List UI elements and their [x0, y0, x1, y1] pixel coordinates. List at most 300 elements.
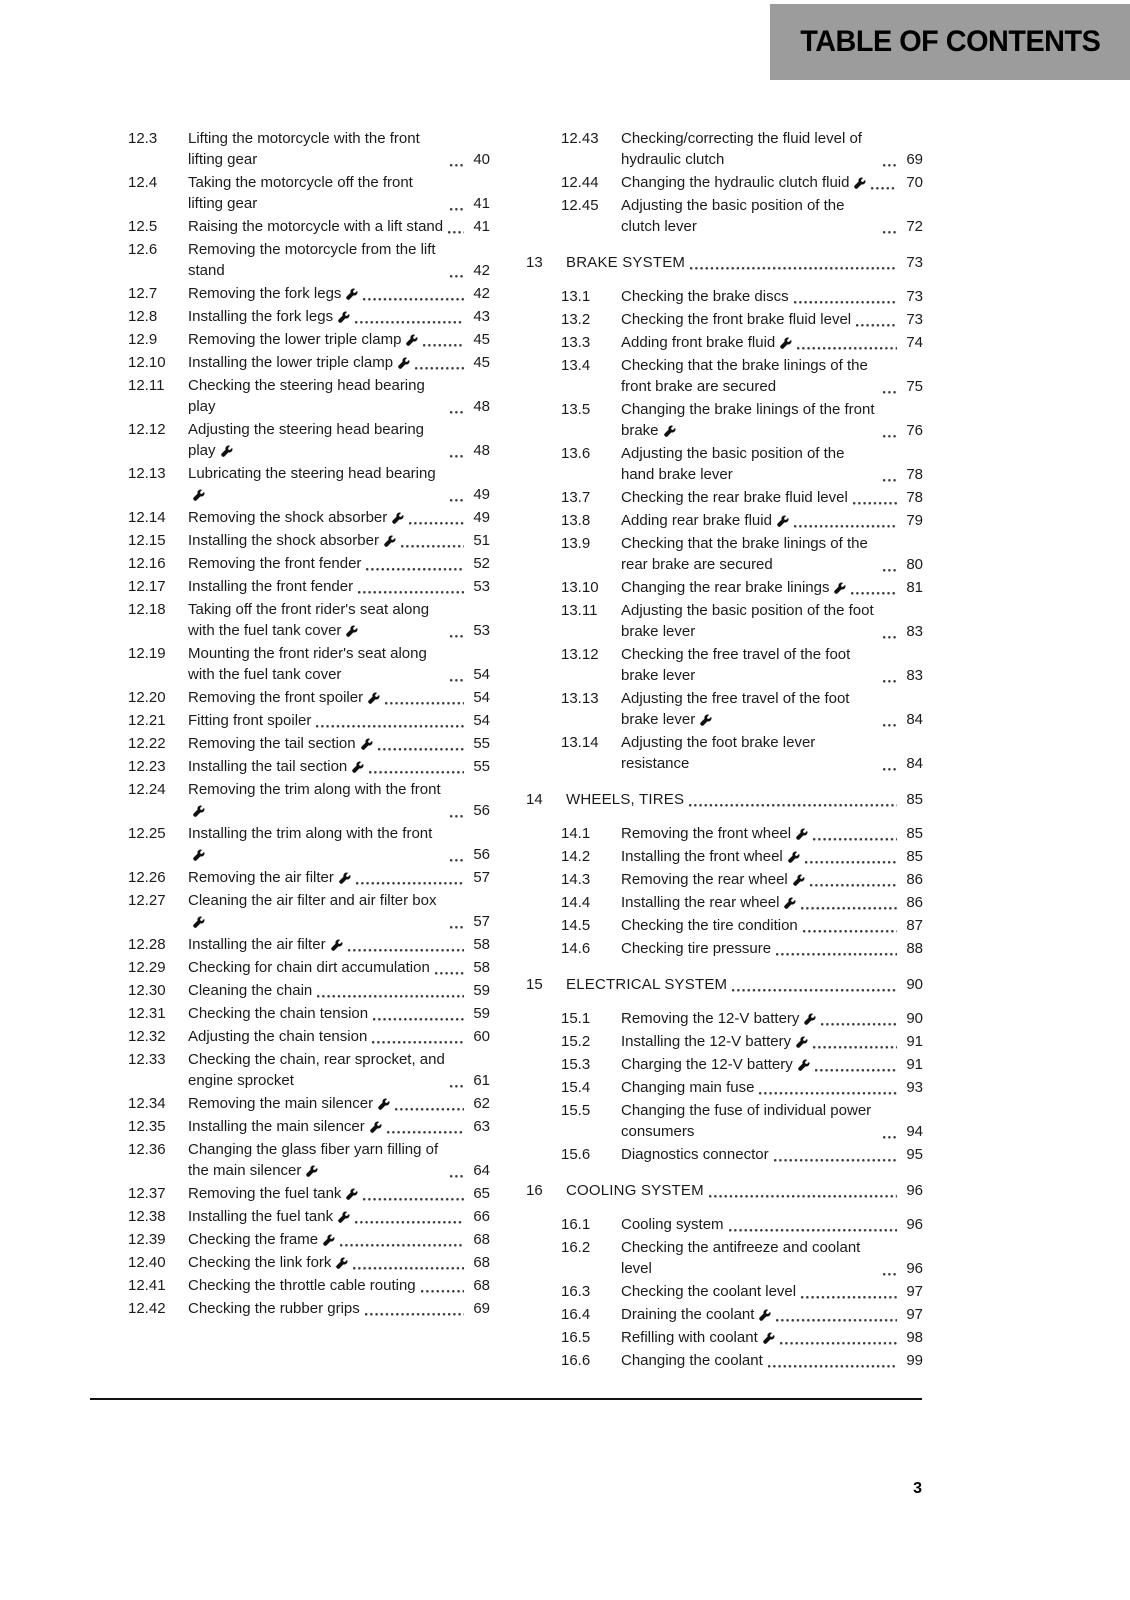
dot-leader	[883, 231, 897, 234]
entry-page: 64	[473, 1162, 490, 1179]
entry-number: 13.13	[561, 690, 599, 707]
toc-entry-row	[526, 1100, 923, 1142]
dot-leader	[421, 1290, 464, 1293]
entry-page: 40	[473, 151, 490, 168]
entry-page: 88	[906, 940, 923, 957]
entry-number: 13.7	[561, 489, 591, 506]
dot-leader	[883, 724, 897, 727]
entry-number: 12.36	[128, 1141, 166, 1158]
entry-title-text: Checking the antifreeze and coolant level	[621, 1239, 861, 1277]
entry-title	[188, 1116, 382, 1137]
entry-number: 15.4	[561, 1079, 591, 1096]
wrench-icon	[346, 1188, 358, 1200]
entry-title-text: Removing the trim along with the front	[188, 781, 441, 798]
entry-title	[621, 1214, 724, 1235]
toc-entry-row	[526, 510, 923, 531]
entry-title	[621, 1327, 775, 1348]
dot-leader	[871, 187, 897, 190]
entry-number: 12.10	[128, 354, 166, 371]
entry-number: 13.11	[561, 602, 598, 619]
entry-number: 12.40	[128, 1254, 166, 1271]
entry-number: 12.45	[561, 197, 599, 214]
dot-leader	[768, 1365, 897, 1368]
entry-number: 14.5	[561, 917, 591, 934]
entry-number: 15.1	[561, 1010, 591, 1027]
entry-title-text: Checking the front brake fluid level	[621, 311, 852, 328]
entry-page: 80	[906, 556, 923, 573]
entry-title-text: WHEELS, TIRES	[566, 791, 685, 808]
entry-number: 12.21	[128, 712, 166, 729]
dot-leader	[365, 1313, 464, 1316]
entry-page: 83	[906, 623, 923, 640]
entry-title-text: Taking off the front rider's seat along with the fuel tank cover	[188, 601, 430, 639]
wrench-icon	[323, 1234, 335, 1246]
entry-title-text: Fitting front spoiler	[188, 712, 312, 729]
toc-entry-row	[526, 309, 923, 330]
entry-page: 41	[473, 218, 490, 235]
dot-leader	[689, 804, 897, 807]
wrench-icon	[361, 738, 373, 750]
entry-title-text: Checking the steering head bearing play	[188, 377, 425, 415]
entry-page: 90	[906, 976, 923, 993]
entry-title-text: Lubricating the steering head bearing	[188, 465, 436, 482]
dot-leader	[780, 1342, 897, 1345]
entry-title	[188, 216, 443, 237]
entry-page: 58	[473, 959, 490, 976]
entry-page: 69	[906, 151, 923, 168]
entry-number: 12.19	[128, 645, 166, 662]
dot-leader	[387, 1131, 464, 1134]
dot-leader	[801, 907, 897, 910]
dot-leader	[373, 1018, 464, 1021]
entry-title	[188, 1139, 445, 1181]
entry-page: 61	[473, 1072, 490, 1089]
toc-entry-row	[93, 553, 490, 574]
entry-title	[621, 1054, 810, 1075]
entry-number: 12.35	[128, 1118, 166, 1135]
entry-page: 58	[473, 936, 490, 953]
entry-title	[621, 487, 848, 508]
entry-title	[188, 463, 445, 505]
entry-title-text: Checking the rear brake fluid level	[621, 489, 848, 506]
entry-page: 99	[906, 1352, 923, 1369]
entry-title	[188, 576, 353, 597]
entry-page: 96	[906, 1216, 923, 1233]
toc-entry-row	[93, 957, 490, 978]
entry-number: 12.3	[128, 130, 158, 147]
toc-entry-row	[526, 195, 923, 237]
entry-title	[621, 869, 805, 890]
entry-number: 12.9	[128, 331, 158, 348]
wrench-icon	[368, 692, 380, 704]
entry-number: 15.6	[561, 1146, 591, 1163]
toc-section-row	[526, 252, 923, 273]
dot-leader	[813, 1046, 897, 1049]
entry-number: 13.8	[561, 512, 591, 529]
toc-section-row	[526, 789, 923, 810]
entry-number: 13.14	[561, 734, 599, 751]
toc-entry-row	[93, 239, 490, 281]
entry-page: 59	[473, 1005, 490, 1022]
dot-leader	[883, 1273, 897, 1276]
dot-leader	[340, 1244, 464, 1247]
entry-title-text: Checking the tire condition	[621, 917, 798, 934]
entry-title	[188, 1049, 445, 1091]
entry-title	[621, 938, 771, 959]
toc-entry-row	[526, 600, 923, 642]
entry-title	[621, 644, 878, 686]
entry-title-text: Changing main fuse	[621, 1079, 755, 1096]
toc-entry-row	[93, 329, 490, 350]
entry-title-text: Lifting the motorcycle with the front lifting gear	[188, 130, 420, 168]
entry-title	[621, 1008, 816, 1029]
toc-entry-row	[526, 1304, 923, 1325]
wrench-icon	[804, 1013, 816, 1025]
toc-entry-row	[93, 1275, 490, 1296]
entry-page: 70	[906, 174, 923, 191]
toc-entry-row	[526, 892, 923, 913]
entry-number: 12.44	[561, 174, 599, 191]
entry-title	[621, 1281, 796, 1302]
toc-entry-row	[93, 576, 490, 597]
entry-page: 55	[473, 735, 490, 752]
toc-entry-row	[93, 530, 490, 551]
entry-title	[621, 195, 878, 237]
entry-title	[566, 789, 684, 810]
entry-title	[188, 980, 312, 1001]
entry-page: 49	[473, 509, 490, 526]
entry-number: 12.33	[128, 1051, 166, 1068]
dot-leader	[401, 545, 464, 548]
entry-page: 68	[473, 1231, 490, 1248]
entry-title-text: Adjusting the steering head bearing play	[188, 421, 425, 459]
entry-title-text: Removing the front wheel	[621, 825, 792, 842]
entry-page: 43	[473, 308, 490, 325]
toc-entry-row	[93, 1093, 490, 1114]
entry-number: 12.20	[128, 689, 166, 706]
entry-number: 12.14	[128, 509, 166, 526]
entry-title-text: Refilling with coolant	[621, 1329, 758, 1346]
toc-entry-row	[526, 332, 923, 353]
entry-title	[188, 710, 311, 731]
wrench-icon	[339, 872, 351, 884]
entry-title-text: Changing the glass fiber yarn filling of the main silencer	[188, 1141, 439, 1179]
toc-entry-row	[93, 1252, 490, 1273]
entry-number: 13.10	[561, 579, 599, 596]
entry-title	[621, 399, 878, 441]
dot-leader	[450, 859, 464, 862]
dot-leader	[801, 1296, 897, 1299]
entry-page: 66	[473, 1208, 490, 1225]
entry-number: 12.15	[128, 532, 166, 549]
entry-page: 51	[473, 532, 490, 549]
wrench-icon	[796, 828, 808, 840]
entry-title-text: Installing the main silencer	[188, 1118, 365, 1135]
entry-page: 65	[473, 1185, 490, 1202]
entry-title	[621, 732, 878, 774]
toc-entry-row	[93, 352, 490, 373]
toc-entry-row	[93, 710, 490, 731]
toc-entry-row	[526, 533, 923, 575]
dot-leader	[356, 882, 464, 885]
entry-title-text: Adjusting the free travel of the foot brake lever	[621, 690, 850, 728]
entry-number: 12.13	[128, 465, 166, 482]
entry-title-text: Adding front brake fluid	[621, 334, 776, 351]
entry-title-text: Checking the chain, rear sprocket, and engine sprocket	[188, 1051, 445, 1089]
entry-title	[566, 974, 727, 995]
page-number: 3	[913, 1480, 922, 1497]
entry-number: 12.41	[128, 1277, 166, 1294]
toc-entry-row	[93, 463, 490, 505]
entry-page: 60	[473, 1028, 490, 1045]
entry-title-text: Adjusting the basic position of the hand brake lever	[621, 445, 845, 483]
toc-entry-row	[526, 1327, 923, 1348]
wrench-icon	[221, 445, 233, 457]
entry-title	[188, 128, 445, 170]
toc-entry-row	[526, 644, 923, 686]
entry-title	[621, 172, 866, 193]
dot-leader	[856, 324, 897, 327]
entry-number: 16.6	[561, 1352, 591, 1369]
entry-page: 95	[906, 1146, 923, 1163]
toc-entry-row	[93, 1139, 490, 1181]
wrench-icon	[346, 288, 358, 300]
entry-title	[188, 172, 445, 214]
entry-number: 14	[526, 791, 543, 808]
toc-entry-row	[93, 934, 490, 955]
entry-page: 91	[906, 1056, 923, 1073]
entry-number: 13.1	[561, 288, 591, 305]
entry-title	[188, 599, 445, 641]
dot-leader	[363, 298, 464, 301]
toc-entry-row	[526, 915, 923, 936]
toc-entry-row	[93, 756, 490, 777]
entry-page: 87	[906, 917, 923, 934]
dot-leader	[355, 1221, 464, 1224]
dot-leader	[363, 1198, 464, 1201]
entry-page: 85	[906, 791, 923, 808]
entry-number: 16.3	[561, 1283, 591, 1300]
toc-entry-row	[526, 172, 923, 193]
entry-page: 98	[906, 1329, 923, 1346]
entry-title	[188, 329, 418, 350]
entry-page: 48	[473, 398, 490, 415]
entry-title	[188, 1229, 335, 1250]
entry-number: 12.31	[128, 1005, 166, 1022]
entry-page: 49	[473, 486, 490, 503]
toc-entry-row	[93, 1298, 490, 1319]
entry-title-text: Installing the shock absorber	[188, 532, 379, 549]
wrench-icon	[398, 357, 410, 369]
entry-title	[621, 1350, 763, 1371]
entry-number: 12.22	[128, 735, 166, 752]
entry-title-text: Changing the hydraulic clutch fluid	[621, 174, 850, 191]
entry-number: 16	[526, 1182, 543, 1199]
toc-entry-row	[93, 283, 490, 304]
entry-title	[188, 643, 445, 685]
toc-entry-row	[526, 1214, 923, 1235]
entry-number: 12.24	[128, 781, 166, 798]
dot-leader	[729, 1229, 897, 1232]
entry-page: 54	[473, 689, 490, 706]
wrench-icon	[338, 1211, 350, 1223]
entry-number: 12.32	[128, 1028, 166, 1045]
entry-page: 84	[906, 755, 923, 772]
entry-title	[621, 1031, 808, 1052]
wrench-icon	[793, 874, 805, 886]
dot-leader	[450, 499, 464, 502]
entry-title	[621, 443, 878, 485]
toc-entry-row	[526, 355, 923, 397]
dot-leader	[759, 1092, 897, 1095]
entry-page: 68	[473, 1277, 490, 1294]
wrench-icon	[796, 1036, 808, 1048]
entry-number: 12.26	[128, 869, 166, 886]
toc-entry-row	[93, 306, 490, 327]
dot-leader	[372, 1041, 464, 1044]
wrench-icon	[700, 714, 712, 726]
entry-title-text: Checking the link fork	[188, 1254, 332, 1271]
toc-entry-row	[526, 1054, 923, 1075]
entry-title	[188, 779, 445, 821]
entry-title-text: Changing the fuse of individual power consumers	[621, 1102, 872, 1140]
entry-number: 15.2	[561, 1033, 591, 1050]
toc-entry-row	[93, 419, 490, 461]
entry-page: 55	[473, 758, 490, 775]
toc-section-row	[526, 1180, 923, 1201]
entry-title-text: ELECTRICAL SYSTEM	[566, 976, 728, 993]
entry-title-text: Draining the coolant	[621, 1306, 755, 1323]
toc-entry-row	[526, 1144, 923, 1165]
entry-title-text: Changing the brake linings of the front brake	[621, 401, 875, 439]
wrench-icon	[193, 805, 205, 817]
entry-title	[188, 1026, 367, 1047]
toc-entry-row	[93, 980, 490, 1001]
entry-title	[188, 1252, 348, 1273]
entry-page: 96	[906, 1260, 923, 1277]
entry-number: 13	[526, 254, 543, 271]
entry-title	[621, 577, 846, 598]
dot-leader	[851, 592, 897, 595]
dot-leader	[450, 1085, 464, 1088]
entry-title	[621, 823, 808, 844]
entry-number: 12.7	[128, 285, 158, 302]
entry-page: 96	[906, 1182, 923, 1199]
footer-rule	[90, 1398, 922, 1400]
dot-leader	[385, 702, 464, 705]
entry-number: 14.3	[561, 871, 591, 888]
toc-entry-row	[93, 375, 490, 417]
entry-page: 75	[906, 378, 923, 395]
entry-title-text: Installing the fork legs	[188, 308, 334, 325]
entry-number: 12.23	[128, 758, 166, 775]
entry-title	[621, 688, 878, 730]
dot-leader	[358, 591, 464, 594]
toc-entry-row	[93, 1026, 490, 1047]
entry-title	[621, 915, 798, 936]
entry-title-text: Removing the front fender	[188, 555, 362, 572]
entry-number: 15.5	[561, 1102, 591, 1119]
dot-leader	[776, 953, 897, 956]
dot-leader	[805, 861, 897, 864]
dot-leader	[348, 949, 464, 952]
entry-title-text: Installing the front wheel	[621, 848, 783, 865]
entry-number: 12.28	[128, 936, 166, 953]
wrench-icon	[406, 334, 418, 346]
entry-page: 73	[906, 311, 923, 328]
wrench-icon	[777, 515, 789, 527]
entry-title	[188, 867, 351, 888]
entry-title-text: Checking for chain dirt accumulation	[188, 959, 430, 976]
entry-title-text: Installing the air filter	[188, 936, 326, 953]
entry-page: 42	[473, 262, 490, 279]
toc-entry-row	[93, 643, 490, 685]
entry-page: 72	[906, 218, 923, 235]
dot-leader	[883, 636, 897, 639]
entry-page: 56	[473, 802, 490, 819]
entry-page: 45	[473, 354, 490, 371]
entry-title-text: Installing the front fender	[188, 578, 354, 595]
entry-page: 62	[473, 1095, 490, 1112]
entry-number: 15.3	[561, 1056, 591, 1073]
entry-number: 12.34	[128, 1095, 166, 1112]
wrench-icon	[780, 337, 792, 349]
entry-number: 13.9	[561, 535, 591, 552]
entry-page: 85	[906, 848, 923, 865]
entry-title	[621, 1077, 754, 1098]
entry-title	[188, 283, 358, 304]
entry-title-text: Changing the rear brake linings	[621, 579, 830, 596]
entry-page: 69	[473, 1300, 490, 1317]
wrench-icon	[788, 851, 800, 863]
entry-title-text: Raising the motorcycle with a lift stand	[188, 218, 444, 235]
wrench-icon	[834, 582, 846, 594]
entry-title	[566, 1180, 704, 1201]
toc-entry-row	[526, 1008, 923, 1029]
entry-number: 12.37	[128, 1185, 166, 1202]
toc-entry-row	[526, 443, 923, 485]
toc-entry-row	[93, 687, 490, 708]
entry-title-text: Taking the motorcycle off the front lifting gear	[188, 174, 413, 212]
entry-title-text: Removing the main silencer	[188, 1095, 374, 1112]
entry-number: 12.39	[128, 1231, 166, 1248]
wrench-icon	[664, 425, 676, 437]
entry-title-text: Removing the rear wheel	[621, 871, 788, 888]
dot-leader	[794, 301, 897, 304]
entry-title	[188, 239, 445, 281]
entry-title-text: Removing the shock absorber	[188, 509, 388, 526]
wrench-icon	[193, 489, 205, 501]
entry-title-text: Checking/correcting the fluid level of hydraulic clutch	[621, 130, 862, 168]
entry-number: 12.43	[561, 130, 599, 147]
entry-title	[621, 1144, 769, 1165]
entry-title-text: Installing the tail section	[188, 758, 348, 775]
entry-page: 57	[473, 913, 490, 930]
dot-leader	[709, 1195, 897, 1198]
entry-title	[188, 352, 410, 373]
dot-leader	[853, 502, 897, 505]
toc-entry-row	[93, 128, 490, 170]
entry-number: 12.5	[128, 218, 158, 235]
entry-title	[188, 507, 404, 528]
entry-page: 78	[906, 489, 923, 506]
dot-leader	[369, 771, 464, 774]
dot-leader	[810, 884, 897, 887]
dot-leader	[355, 321, 464, 324]
dot-leader	[395, 1108, 464, 1111]
entry-page: 68	[473, 1254, 490, 1271]
toc-entry-row	[93, 733, 490, 754]
